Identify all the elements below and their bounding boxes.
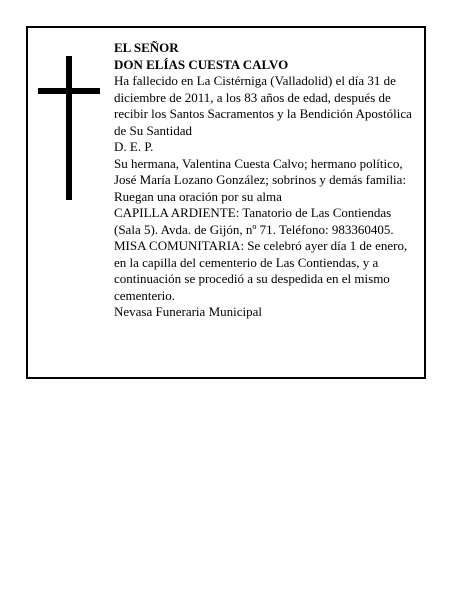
title-line-1: EL SEÑOR [114, 40, 179, 55]
mass-text: MISA COMUNITARIA: Se celebró ayer día 1 de enero, en la capilla del cementerio de Las Contiendas, y a continuación se procedió a su despedida en el mismo cementerio. [114, 238, 408, 303]
chapel-text: CAPILLA ARDIENTE: Tanatorio de Las Contiendas (Sala 5). Avda. de Gijón, nº 71. Teléfono: 983360405. [114, 205, 394, 237]
obituary-notice [26, 26, 426, 379]
cross-icon [38, 56, 100, 200]
funeral-home-text: Nevasa Funeraria Municipal [114, 304, 263, 319]
cross-horizontal-bar [38, 88, 100, 94]
death-announcement: Ha fallecido en La Cistérniga (Valladolid) el día 31 de diciembre de 2011, a los 83 años de edad, después de recibir los Santos Sacramentos y la Bendición Apostólica de Su Santidad [114, 73, 412, 138]
rip-text: D. E. P. [114, 139, 154, 154]
obituary-text [114, 40, 414, 321]
cross-vertical-bar [66, 56, 72, 200]
deceased-name: DON ELÍAS CUESTA CALVO [114, 56, 289, 72]
prayer-text: Ruegan una oración por su alma [114, 188, 282, 204]
family-text: Su hermana, Valentina Cuesta Calvo; hermano político, José María Lozano González; sobrinos y demás familia: [114, 155, 407, 187]
